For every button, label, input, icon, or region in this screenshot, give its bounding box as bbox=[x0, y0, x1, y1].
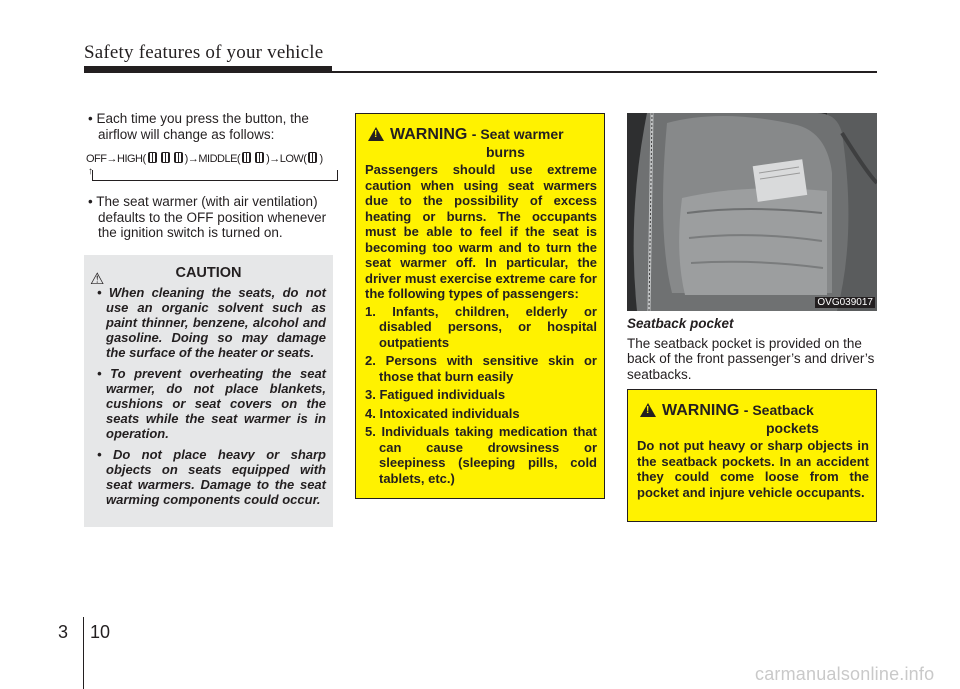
airflow-sequence bbox=[86, 152, 323, 168]
airflow-paren: ) bbox=[319, 153, 323, 165]
warning-seat-warmer-box bbox=[355, 113, 605, 499]
caution-title: CAUTION bbox=[175, 265, 242, 281]
warning-list-item: 2. Persons with sensitive skin or those that burn easily bbox=[365, 353, 597, 384]
seatback-section bbox=[627, 316, 877, 382]
warning-seatback-title bbox=[662, 402, 814, 420]
bullet-airflow: • Each time you press the button, the airflow will change as follows: bbox=[88, 111, 309, 142]
arrow-icon: → bbox=[269, 153, 280, 165]
warning-triangle-icon bbox=[368, 127, 384, 141]
caution-box bbox=[84, 255, 333, 527]
up-arrow-icon: ↑ bbox=[88, 166, 93, 177]
header-title: Safety features of your vehicle bbox=[84, 42, 324, 63]
caution-triangle-icon: ⚠ bbox=[90, 271, 105, 288]
airflow-return-line bbox=[92, 170, 338, 181]
caution-item: • To prevent overheating the seat warmer, do not place blankets, cushions or seat covers on the seats while the seat warmer is in operation. bbox=[97, 366, 326, 441]
warning-label: WARNING bbox=[390, 126, 468, 143]
seat-fan-icon bbox=[148, 152, 157, 163]
seat-fan-icon bbox=[255, 152, 264, 163]
seat-fan-icon bbox=[242, 152, 251, 163]
bullet-airflow-text: Each time you press the button, the airflow will change as follows: bbox=[96, 111, 309, 142]
airflow-low: LOW( bbox=[279, 153, 307, 165]
seatback-pocket-photo bbox=[627, 113, 877, 311]
arrow-icon: → bbox=[106, 153, 117, 165]
airflow-off: OFF bbox=[86, 153, 107, 165]
airflow-paren: ) bbox=[184, 153, 188, 165]
airflow-middle: MIDDLE( bbox=[198, 153, 241, 165]
caution-heading bbox=[84, 265, 333, 288]
warning-list-item: 3. Fatigued individuals bbox=[365, 387, 506, 402]
page-section-number: 3 bbox=[58, 622, 69, 642]
seatback-heading: Seatback pocket bbox=[627, 316, 734, 331]
caution-item-text: When cleaning the seats, do not use an organic solvent such as paint thinner, benzene, alcohol and gasoline. Doing so may damage the surface of the heater or seats. bbox=[106, 285, 326, 360]
warning-triangle-icon bbox=[640, 403, 656, 417]
warning-subtitle-2: pockets bbox=[766, 420, 819, 436]
warning-seatback-body: Do not put heavy or sharp objects in the seatback pockets. In an accident they could come loose from the pocket and injure vehicle occupants. bbox=[637, 438, 869, 500]
caution-item-text: To prevent overheating the seat warmer, do not place blankets, cushions or seat covers on the seats while the seat warmer is in operation. bbox=[106, 366, 326, 441]
warning-list-item: 4. Intoxicated individuals bbox=[365, 405, 520, 421]
arrow-icon: → bbox=[187, 153, 199, 165]
warning-label: WARNING bbox=[662, 402, 740, 419]
airflow-paren: ) bbox=[266, 153, 270, 165]
photo-code: OVG039017 bbox=[817, 297, 873, 308]
seat-fan-icon bbox=[308, 152, 317, 163]
caution-item: • Do not place heavy or sharp objects on seats equipped with seat warmers. Damage to the seat warming components could occur. bbox=[97, 447, 326, 507]
seat-fan-icon bbox=[174, 152, 183, 163]
warning-seatback-box bbox=[627, 389, 877, 522]
caution-item: • When cleaning the seats, do not use an organic solvent such as paint thinner, benzene, alcohol and gasoline. Doing so may damage the surface of the heater or seats. bbox=[97, 285, 326, 360]
airflow-high: HIGH( bbox=[117, 153, 146, 165]
seat-fan-icon bbox=[161, 152, 170, 163]
warning-subtitle-2: burns bbox=[486, 144, 525, 160]
seatback-photo-illustration bbox=[627, 113, 877, 311]
footer-divider bbox=[83, 617, 84, 689]
caution-list bbox=[94, 285, 326, 513]
bullet-default-off: • The seat warmer (with air ventilation) defaults to the OFF position whenever the ignition switch is turned on. bbox=[88, 194, 327, 240]
warning-subtitle: - Seat warmer bbox=[471, 126, 564, 142]
header-rule-thin bbox=[84, 71, 877, 73]
caution-item-text: Do not place heavy or sharp objects on seats equipped with seat warmers. Damage to the seat warming components could occur. bbox=[106, 447, 326, 507]
bullet-default-off-text: The seat warmer (with air ventilation) defaults to the OFF position whenever the ignition switch is turned on. bbox=[96, 194, 327, 240]
airflow-diagram bbox=[84, 150, 336, 184]
warning-subtitle: - Seatback bbox=[743, 402, 814, 418]
warning-list-item: 1. Infants, children, elderly or disabled persons, or hospital outpatients bbox=[365, 303, 597, 350]
seatback-text: The seatback pocket is provided on the back of the front passenger’s and driver’s seatbacks. bbox=[627, 335, 875, 382]
left-column bbox=[84, 111, 336, 249]
warning-seat-warmer-body bbox=[365, 162, 597, 489]
warning-list-item: 5. Individuals taking medication that can cause drowsiness or sleepiness (sleeping pills, cold tablets, etc.) bbox=[365, 424, 597, 486]
watermark: carmanualsonline.info bbox=[755, 664, 935, 684]
page-number: 10 bbox=[90, 622, 111, 642]
warning-seat-warmer-title bbox=[390, 126, 564, 144]
warning-intro: Passengers should use extreme caution when using seat warmers due to the possibility of excess heating or burns. The occupants must be able to feel if the seat is becoming too warm and to turn the seat warmer off. In particular, the driver must exercise extreme care for the following types of passengers: bbox=[365, 162, 597, 301]
